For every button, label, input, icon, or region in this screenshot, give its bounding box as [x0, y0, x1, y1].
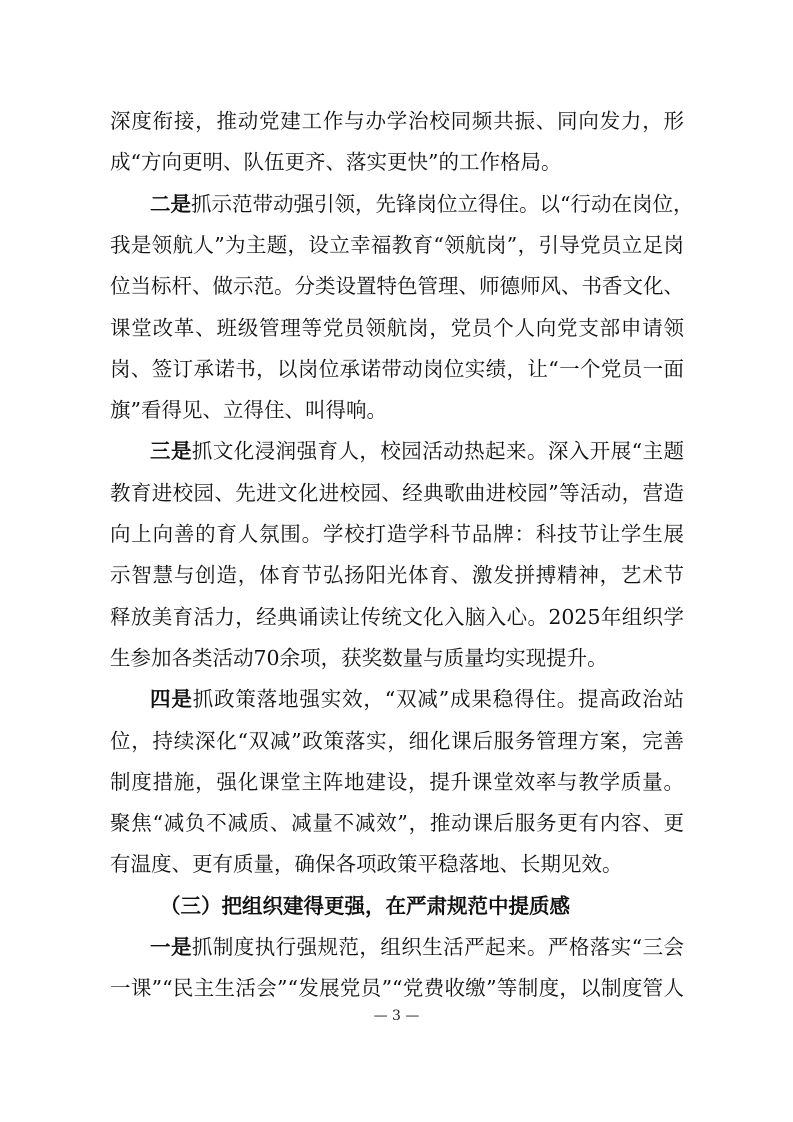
text-line: 深度衔接，推动党建工作与办学治校同频共振、同向发力，形 — [110, 109, 684, 133]
page-number: — 3 — — [373, 1008, 420, 1024]
text-line: 一课”“民主生活会”“发展党员”“党费收缴”等制度，以制度管人 — [110, 976, 684, 1001]
text-line: 位，持续深化“双减”政策落实，细化课后服务管理方案，完善 — [110, 728, 684, 753]
text-line: 聚焦“减负不减质、减量不减效”，推动课后服务更有内容、更 — [110, 811, 684, 836]
text-line: 有温度、更有质量，确保各项政策平稳落地、长期见效。 — [110, 852, 623, 877]
text-line: 教育进校园、先进文化进校园、经典歌曲进校园”等活动，营造 — [110, 480, 684, 505]
paragraph-lead: 三是 — [150, 439, 192, 464]
text-line: 释放美育活力，经典诵读让传统文化入脑入心。2025年组织学 — [110, 604, 684, 629]
text-line: 示智慧与创造，体育节弘扬阳光体育、激发拼搏精神，艺术节 — [110, 563, 684, 588]
paragraph-first-line: 二是抓示范带动强引领，先锋岗位立得住。以“行动在岗位， — [150, 191, 694, 216]
text-line: 我是领航人”为主题，设立幸福教育“领航岗”，引导党员立足岗 — [110, 232, 684, 257]
section-heading: （三）把组织建得更强，在严肃规范中提质感 — [160, 893, 570, 918]
text-line: 旗”看得见、立得住、叫得响。 — [110, 398, 387, 423]
text-line: 制度措施，强化课堂主阵地建设，提升课堂效率与教学质量。 — [110, 769, 684, 794]
text-line: 生参加各类活动70余项，获奖数量与质量均实现提升。 — [110, 645, 608, 670]
paragraph-lead: 四是 — [150, 687, 193, 712]
text-line: 位当标杆、做示范。分类设置特色管理、师德师风、书香文化、 — [110, 274, 684, 299]
paragraph-first-line: 四是抓政策落地强实效，“双减”成果稳得住。提高政治站 — [150, 687, 684, 712]
paragraph-first-line: 一是抓制度执行强规范，组织生活严起来。严格落实“三会 — [150, 935, 685, 959]
text-line: 课堂改革、班级管理等党员领航岗，党员个人向党支部申请领 — [110, 315, 684, 340]
text-line: 成“方向更明、队伍更齐、落实更快”的工作格局。 — [110, 150, 562, 175]
text-line: 岗、签订承诺书，以岗位承诺带动岗位实绩，让“一个党员一面 — [110, 356, 684, 381]
paragraph-lead: 一是 — [150, 935, 192, 959]
text-line: 向上向善的育人氛围。学校打造学科节品牌：科技节让学生展 — [110, 522, 684, 546]
paragraph-first-line: 三是抓文化浸润强育人，校园活动热起来。深入开展“主题 — [150, 439, 685, 464]
paragraph-lead: 二是 — [150, 191, 191, 216]
